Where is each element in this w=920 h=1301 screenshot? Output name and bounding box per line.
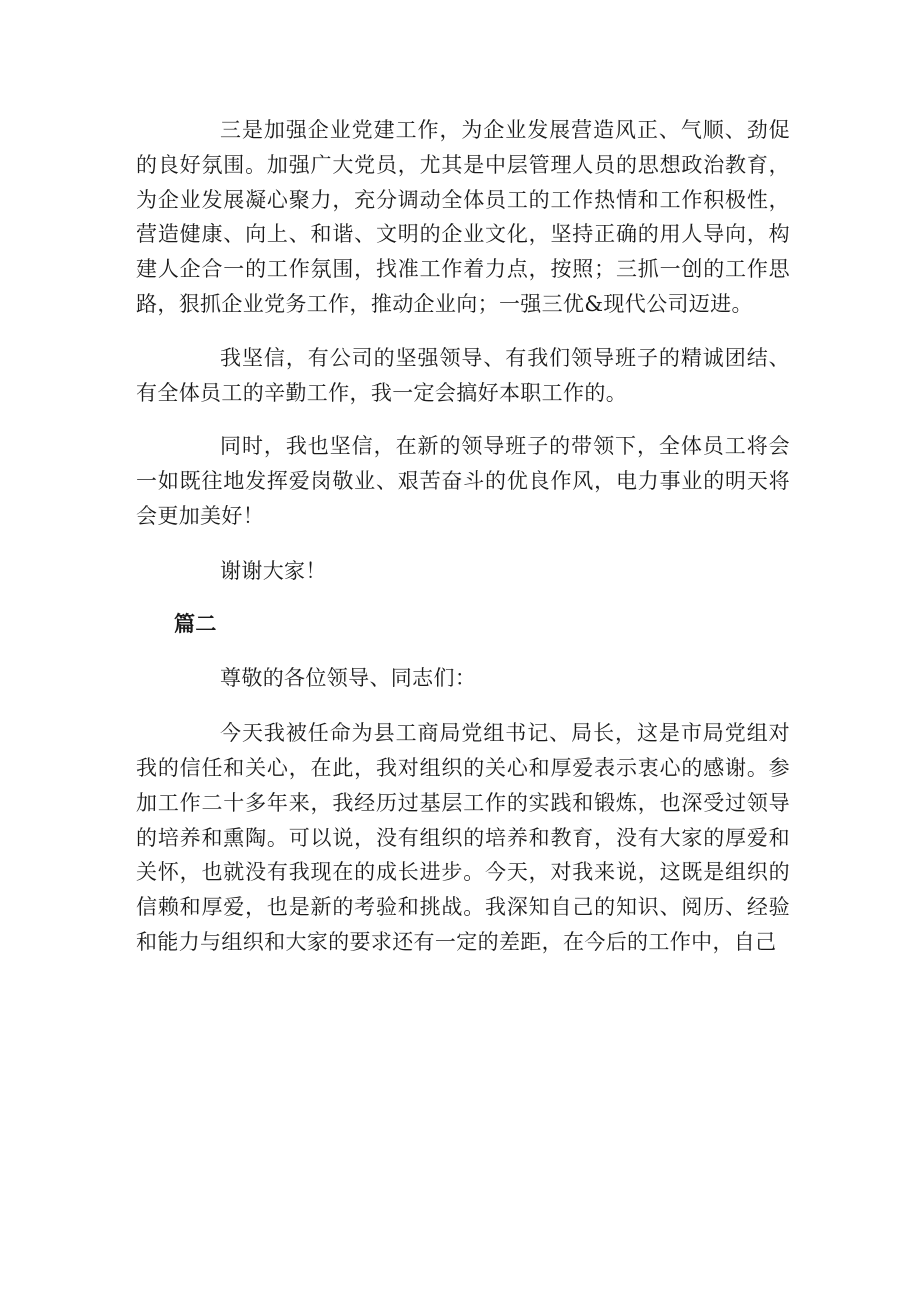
- salutation: 尊敬的各位领导、同志们：: [220, 666, 477, 691]
- paragraph-confidence: 我坚信，有公司的坚强领导、有我们领导班子的精诚团结、有全体员工的辛勤工作，我一定会搞好本职工作的。: [136, 345, 790, 405]
- paragraph-party-building: 三是加强企业党建工作，为企业发展营造风正、气顺、劲促的良好氛围。加强广大党员，尤其是中层管理人员的思想政治教育，为企业发展凝心聚力，充分调动全体员工的工作热情和工作积极性，营造健康、向上、和谐、文明的企业文化，坚持正确的用人导向，构建人企合一的工作氛围，找准工作着力点，按照；三抓一创的工作思路，狠抓企业党务工作，推动企业向；一强三优&现代公司迈进。: [136, 118, 790, 316]
- document-body: [136, 113, 790, 960]
- paragraph-appointment: 今天我被任命为县工商局党组书记、局长，这是市局党组对我的信任和关心，在此，我对组织的关心和厚爱表示衷心的感谢。参加工作二十多年来，我经历过基层工作的实践和锻炼，也深受过领导的培养和熏陶。可以说，没有组织的培养和教育，没有大家的厚爱和关怀，也就没有我现在的成长进步。今天，对我来说，这既是组织的信赖和厚爱，也是新的考验和挑战。我深知自己的知识、阅历、经验和能力与组织和大家的要求还有一定的差距，在今后的工作中，自己: [136, 721, 790, 954]
- paragraph-future: 同时，我也坚信，在新的领导班子的带领下，全体员工将会一如既往地发挥爱岗敬业、艰苦奋斗的优良作风，电力事业的明天将会更加美好！: [136, 434, 790, 528]
- section-heading: 篇二: [174, 610, 217, 636]
- paragraph-thanks: 谢谢大家！: [220, 558, 327, 583]
